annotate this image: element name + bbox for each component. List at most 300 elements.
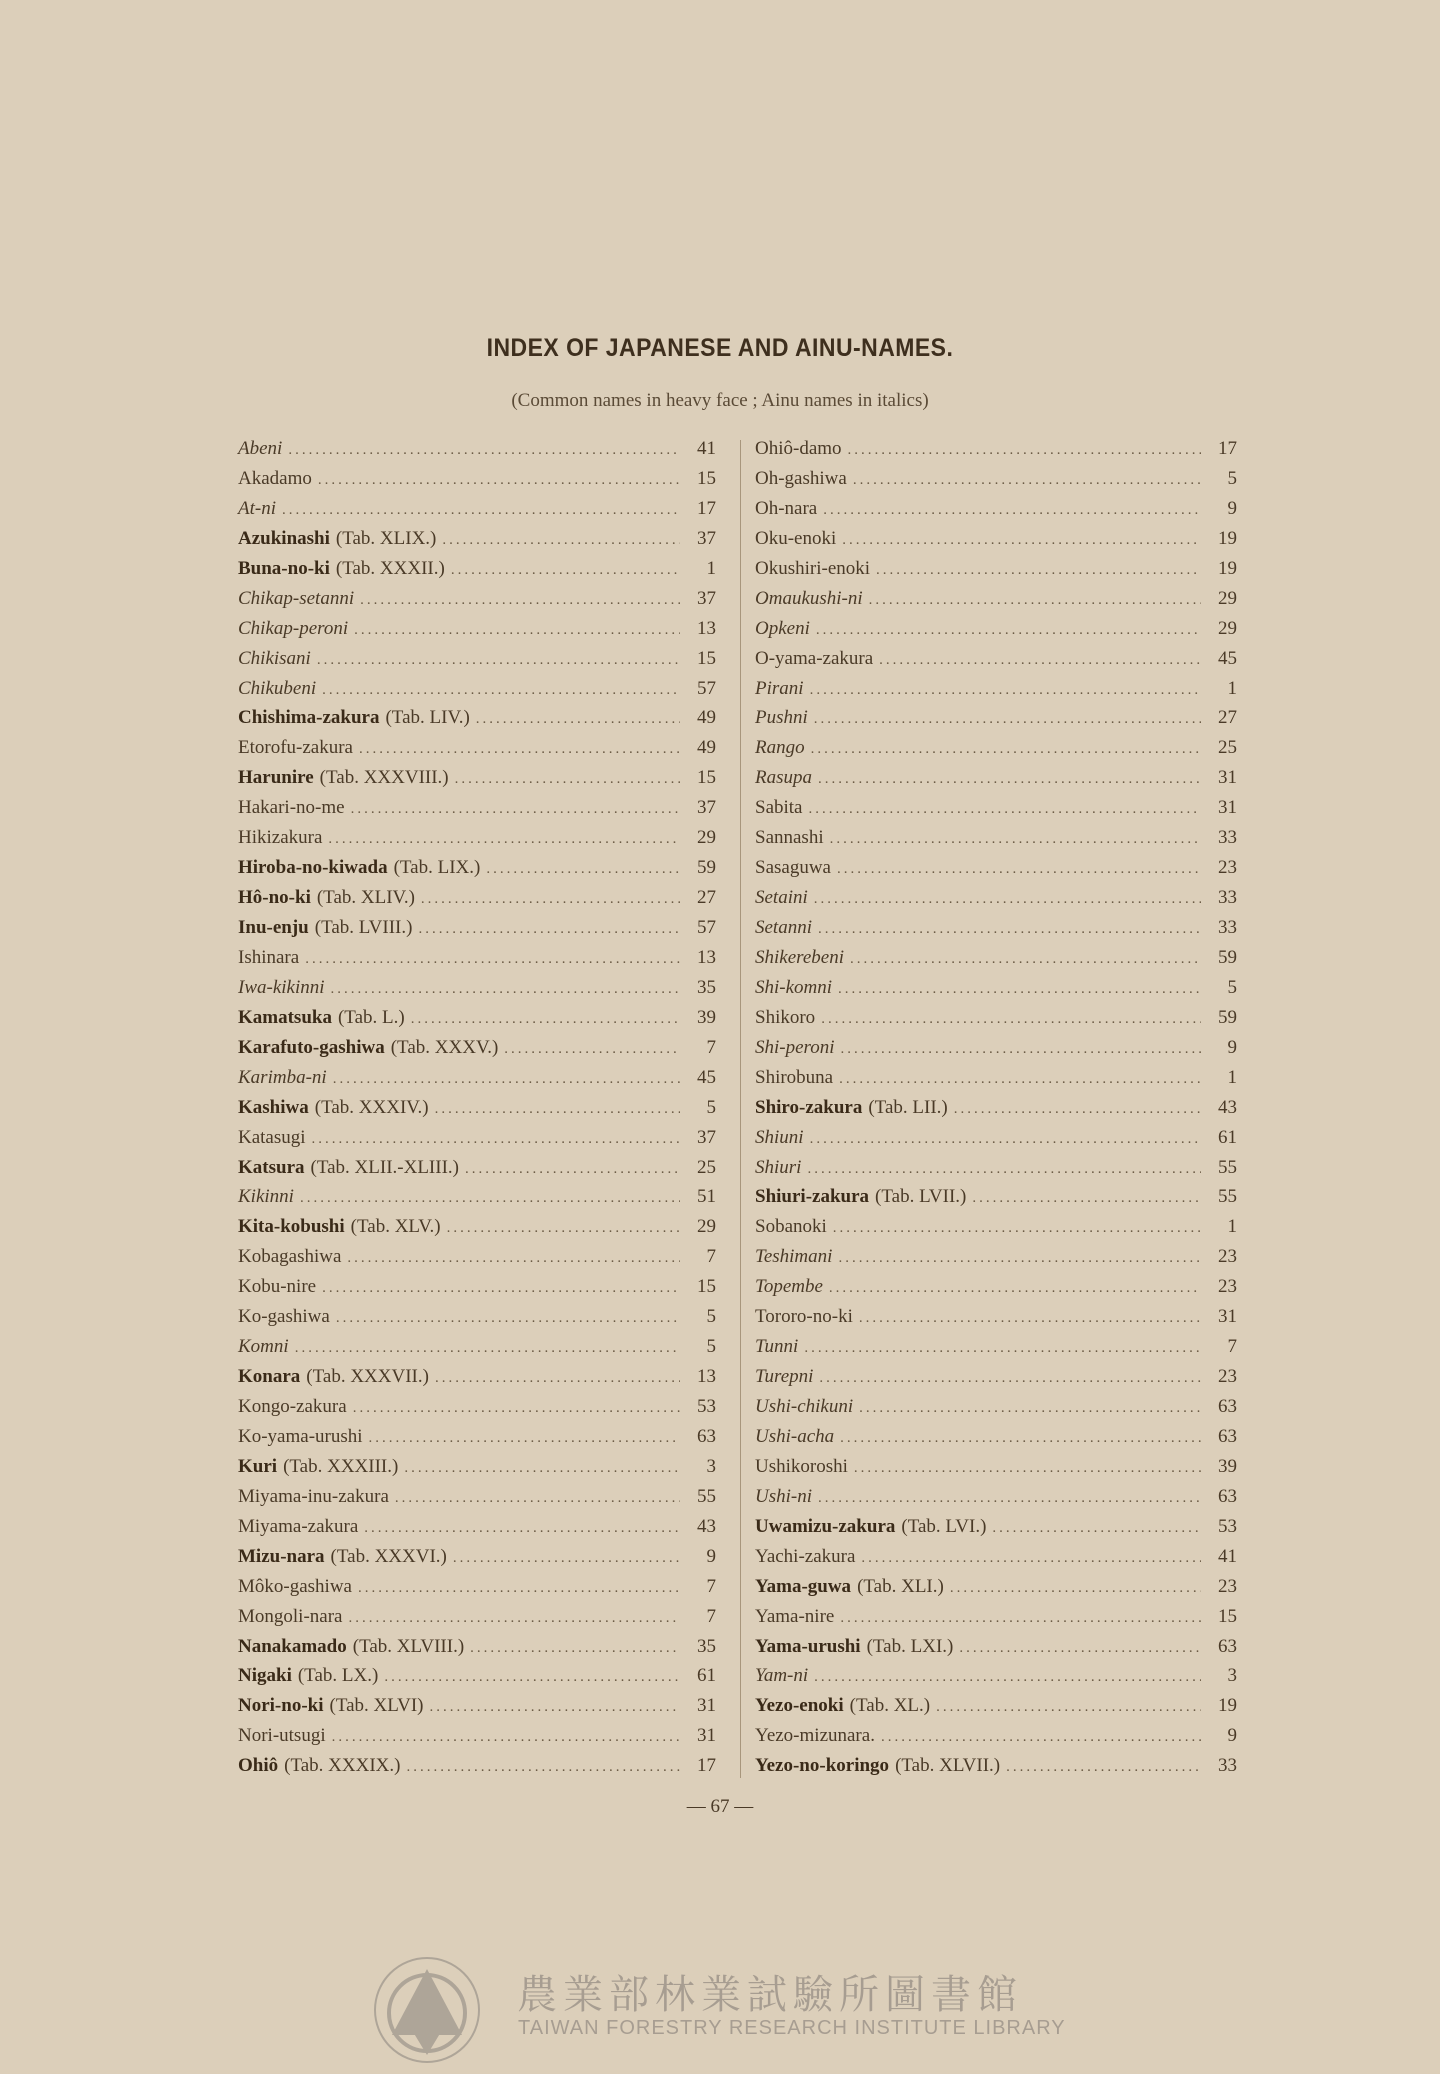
- entry-name: Kashiwa: [238, 1096, 309, 1118]
- entry-name: Okushiri-enoki: [755, 557, 871, 579]
- index-entry: [755, 1755, 1237, 1785]
- entry-name: Kamatsuka: [238, 1006, 332, 1028]
- entry-name: Ishinara: [238, 946, 300, 968]
- index-entry: [238, 977, 716, 1007]
- entry-page: 7: [1227, 1336, 1237, 1358]
- entry-name: Karimba-ni: [238, 1066, 327, 1088]
- index-entry: [755, 707, 1237, 737]
- index-entry: [238, 1396, 716, 1426]
- dot-leader: [804, 1340, 1201, 1357]
- dot-leader: [838, 1250, 1201, 1267]
- dot-leader: [840, 1610, 1201, 1627]
- dot-leader: [295, 1340, 680, 1357]
- dot-leader: [850, 951, 1201, 968]
- dot-leader: [447, 1220, 680, 1237]
- entry-page: 9: [1227, 497, 1237, 519]
- entry-page: 1: [1227, 1066, 1237, 1088]
- entry-plate-ref: (Tab. LVII.): [875, 1186, 967, 1208]
- entry-name: Yama-nire: [755, 1605, 835, 1627]
- entry-name: Oku-enoki: [755, 527, 837, 549]
- dot-leader: [816, 622, 1201, 639]
- entry-plate-ref: (Tab. XLI.): [857, 1575, 944, 1597]
- entry-page: 23: [1218, 1276, 1237, 1298]
- entry-page: 31: [1218, 797, 1237, 819]
- index-entry: [238, 1755, 716, 1785]
- entry-name: Ohiô: [238, 1755, 279, 1777]
- entry-plate-ref: (Tab. XXXVIII.): [319, 767, 449, 789]
- index-entry: [755, 1336, 1237, 1366]
- index-entry: [238, 947, 716, 977]
- entry-name: Chikisani: [238, 647, 311, 669]
- dot-leader: [842, 532, 1201, 549]
- dot-leader: [838, 981, 1201, 998]
- entry-name: Sannashi: [755, 827, 824, 849]
- index-entry: [755, 857, 1237, 887]
- dot-leader: [841, 1041, 1201, 1058]
- entry-page: 3: [706, 1455, 716, 1477]
- entry-page: 7: [706, 1605, 716, 1627]
- entry-name: Yezo-no-koringo: [755, 1755, 890, 1777]
- dot-leader: [354, 622, 680, 639]
- entry-page: 5: [1227, 976, 1237, 998]
- index-entry: [238, 857, 716, 887]
- index-entry: [238, 887, 716, 917]
- entry-name: Tororo-no-ki: [755, 1306, 853, 1328]
- entry-name: Ushikoroshi: [755, 1455, 848, 1477]
- entry-page: 29: [697, 827, 716, 849]
- dot-leader: [465, 1161, 680, 1178]
- entry-name: Ushi-ni: [755, 1485, 812, 1507]
- index-entry: [238, 767, 716, 797]
- entry-page: 5: [1227, 467, 1237, 489]
- entry-plate-ref: (Tab. XLIV.): [316, 887, 415, 909]
- entry-plate-ref: (Tab. XXXII.): [335, 557, 445, 579]
- entry-plate-ref: (Tab. LX.): [297, 1665, 379, 1687]
- entry-name: Shirobuna: [755, 1066, 834, 1088]
- entry-name: Mizu-nara: [238, 1545, 325, 1567]
- index-entry: [755, 1186, 1237, 1216]
- dot-leader: [486, 861, 680, 878]
- entry-page: 3: [1227, 1665, 1237, 1687]
- dot-leader: [288, 442, 680, 459]
- dot-leader: [470, 1640, 680, 1657]
- entry-page: 23: [1218, 1366, 1237, 1388]
- index-entry: [238, 588, 716, 618]
- entry-page: 27: [697, 887, 716, 909]
- entry-page: 33: [1218, 1755, 1237, 1777]
- entry-name: Hô-no-ki: [238, 887, 311, 909]
- entry-page: 1: [1227, 1216, 1237, 1238]
- dot-leader: [869, 592, 1201, 609]
- entry-name: Chikubeni: [238, 677, 317, 699]
- dot-leader: [451, 562, 680, 579]
- entry-page: 61: [1218, 1126, 1237, 1148]
- entry-page: 53: [697, 1396, 716, 1417]
- index-entry: [238, 648, 716, 678]
- entry-name: Hakari-no-me: [238, 797, 345, 819]
- entry-page: 31: [697, 1695, 716, 1717]
- entry-name: Yama-urushi: [755, 1635, 861, 1657]
- entry-page: 45: [697, 1066, 716, 1088]
- index-entry: [755, 1546, 1237, 1576]
- entry-name: Môko-gashiwa: [238, 1575, 352, 1597]
- dot-leader: [305, 951, 680, 968]
- dot-leader: [318, 472, 680, 489]
- entry-name: Shi-komni: [755, 976, 833, 998]
- dot-leader: [300, 1190, 680, 1207]
- index-entry: [755, 1097, 1237, 1127]
- index-entry: [238, 1067, 716, 1097]
- dot-leader: [328, 831, 680, 848]
- entry-plate-ref: (Tab. LXI.): [866, 1635, 954, 1657]
- dot-leader: [435, 1370, 680, 1387]
- dot-leader: [348, 1610, 680, 1627]
- index-entry: [238, 1306, 716, 1336]
- entry-name: Inu-enju: [238, 917, 309, 938]
- dot-leader: [353, 1400, 680, 1417]
- entry-plate-ref: (Tab. XLVIII.): [352, 1635, 465, 1657]
- library-seal-icon: [372, 1955, 482, 2065]
- entry-page: 63: [1218, 1396, 1237, 1417]
- index-entry: [755, 1665, 1237, 1695]
- entry-page: 55: [1218, 1156, 1237, 1178]
- dot-leader: [810, 682, 1201, 699]
- entry-page: 9: [1227, 1036, 1237, 1058]
- entry-name: Shi-peroni: [755, 1036, 835, 1058]
- entry-page: 9: [706, 1545, 716, 1567]
- index-entry: [238, 1007, 716, 1037]
- dot-leader: [859, 1400, 1201, 1417]
- entry-page: 23: [1218, 1575, 1237, 1597]
- entry-page: 7: [706, 1036, 716, 1058]
- index-entry: [755, 1127, 1237, 1157]
- entry-page: 39: [697, 1006, 716, 1028]
- entry-name: Pushni: [755, 707, 808, 729]
- index-entry: [755, 917, 1237, 947]
- index-entry: [755, 947, 1237, 977]
- index-entry: [238, 1216, 716, 1246]
- entry-plate-ref: (Tab. LVI.): [901, 1515, 987, 1537]
- index-entry: [238, 707, 716, 737]
- dot-leader: [809, 801, 1202, 818]
- index-entry: [755, 767, 1237, 797]
- dot-leader: [421, 891, 680, 908]
- entry-page: 9: [1227, 1725, 1237, 1747]
- dot-leader: [322, 1280, 680, 1297]
- entry-name: Tunni: [755, 1336, 799, 1358]
- entry-page: 33: [1218, 917, 1237, 938]
- entry-page: 25: [697, 1156, 716, 1178]
- index-entry: [755, 1157, 1237, 1187]
- entry-page: 5: [706, 1336, 716, 1358]
- entry-name: Miyama-zakura: [238, 1515, 359, 1537]
- entry-page: 59: [1218, 1006, 1237, 1028]
- index-entry: [238, 438, 716, 468]
- index-entry: [755, 1486, 1237, 1516]
- entry-page: 33: [1218, 887, 1237, 909]
- entry-page: 17: [1218, 438, 1237, 459]
- dot-leader: [848, 442, 1201, 459]
- entry-plate-ref: (Tab. XLVII.): [895, 1755, 1001, 1777]
- entry-name: Teshimani: [755, 1246, 833, 1268]
- index-entry: [755, 468, 1237, 498]
- dot-leader: [954, 1101, 1201, 1118]
- dot-leader: [972, 1190, 1201, 1207]
- entry-name: Sabita: [755, 797, 803, 819]
- entry-name: Chishima-zakura: [238, 707, 380, 729]
- index-entry: [755, 1037, 1237, 1067]
- column-divider: [740, 440, 741, 1778]
- entry-name: Oh-nara: [755, 497, 818, 519]
- index-entry: [238, 1456, 716, 1486]
- entry-plate-ref: (Tab. LII.): [868, 1096, 948, 1118]
- index-entry: [238, 618, 716, 648]
- dot-leader: [1006, 1759, 1201, 1776]
- dot-leader: [879, 652, 1201, 669]
- entry-name: Ohiô-damo: [755, 438, 842, 459]
- dot-leader: [369, 1430, 680, 1447]
- dot-leader: [442, 532, 680, 549]
- dot-leader: [936, 1699, 1201, 1716]
- page-number: — 67 —: [686, 1796, 754, 1817]
- entry-page: 15: [697, 647, 716, 669]
- index-entry: [238, 1665, 716, 1695]
- entry-name: Katasugi: [238, 1126, 306, 1148]
- index-entry: [238, 1606, 716, 1636]
- entry-name: Omaukushi-ni: [755, 587, 863, 609]
- index-entry: [238, 737, 716, 767]
- index-entry: [755, 1725, 1237, 1755]
- index-entry: [238, 1546, 716, 1576]
- watermark-chinese: 農業部林業試驗所圖書館: [517, 1972, 1023, 2018]
- dot-leader: [840, 1430, 1201, 1447]
- dot-leader: [359, 741, 680, 758]
- dot-leader: [819, 1370, 1201, 1387]
- entry-name: Kita-kobushi: [238, 1216, 345, 1238]
- entry-page: 23: [1218, 1246, 1237, 1268]
- entry-name: Setaini: [755, 887, 808, 909]
- index-entry: [755, 1306, 1237, 1336]
- index-entry: [238, 1636, 716, 1666]
- dot-leader: [312, 1131, 680, 1148]
- entry-name: Sasaguwa: [755, 857, 831, 879]
- index-entry: [238, 1576, 716, 1606]
- entry-plate-ref: (Tab. LIV.): [385, 707, 470, 729]
- entry-name: Kuri: [238, 1455, 278, 1477]
- entry-page: 61: [697, 1665, 716, 1687]
- entry-plate-ref: (Tab. XLIX.): [335, 527, 437, 549]
- index-entry: [755, 797, 1237, 827]
- dot-leader: [811, 741, 1201, 758]
- index-entry: [238, 1127, 716, 1157]
- dot-leader: [404, 1460, 680, 1477]
- index-entry: [238, 1516, 716, 1546]
- dot-leader: [476, 711, 680, 728]
- dot-leader: [364, 1520, 680, 1537]
- entry-plate-ref: (Tab. XXXVI.): [330, 1545, 447, 1567]
- index-entry: [755, 1426, 1237, 1456]
- entry-name: Turepni: [755, 1366, 814, 1388]
- entry-plate-ref: (Tab. LVIII.): [314, 917, 413, 938]
- dot-leader: [814, 711, 1201, 728]
- entry-page: 15: [697, 1276, 716, 1298]
- entry-name: Katsura: [238, 1156, 305, 1178]
- entry-name: Kikinni: [238, 1186, 294, 1208]
- dot-leader: [881, 1729, 1201, 1746]
- entry-name: Yezo-mizunara.: [755, 1725, 875, 1747]
- entry-page: 31: [697, 1725, 716, 1747]
- entry-plate-ref: (Tab. XXXIII.): [283, 1455, 399, 1477]
- entry-page: 55: [697, 1485, 716, 1507]
- entry-page: 13: [697, 1366, 716, 1388]
- entry-page: 1: [1227, 677, 1237, 699]
- entry-name: Abeni: [238, 438, 283, 459]
- entry-plate-ref: (Tab. L.): [337, 1006, 405, 1028]
- entry-plate-ref: (Tab. XXXIX.): [284, 1755, 401, 1777]
- entry-name: Setanni: [755, 917, 812, 938]
- entry-page: 29: [697, 1216, 716, 1238]
- entry-name: Yam-ni: [755, 1665, 809, 1687]
- index-entry: [755, 827, 1237, 857]
- index-entry: [238, 528, 716, 558]
- entry-page: 29: [1218, 617, 1237, 639]
- index-entry: [755, 1246, 1237, 1276]
- entry-name: Ko-yama-urushi: [238, 1425, 363, 1447]
- entry-page: 25: [1218, 737, 1237, 759]
- dot-leader: [435, 1101, 680, 1118]
- dot-leader: [837, 861, 1201, 878]
- entry-name: Yezo-enoki: [755, 1695, 844, 1717]
- index-entry: [755, 1456, 1237, 1486]
- index-entry: [755, 528, 1237, 558]
- entry-page: 45: [1218, 647, 1237, 669]
- index-entry: [755, 1396, 1237, 1426]
- index-entry: [755, 887, 1237, 917]
- entry-page: 5: [706, 1096, 716, 1118]
- dot-leader: [833, 1220, 1201, 1237]
- entry-page: 19: [1218, 557, 1237, 579]
- entry-plate-ref: (Tab. XLII.-XLIII.): [310, 1156, 459, 1178]
- entry-name: Yachi-zakura: [755, 1545, 856, 1567]
- dot-leader: [876, 562, 1201, 579]
- dot-leader: [861, 1550, 1201, 1567]
- entry-page: 7: [706, 1246, 716, 1268]
- index-entry: [755, 1366, 1237, 1396]
- dot-leader: [418, 921, 680, 938]
- entry-plate-ref: (Tab. XXXV.): [390, 1036, 499, 1058]
- dot-leader: [332, 1729, 680, 1746]
- index-entry: [238, 1157, 716, 1187]
- entry-name: Miyama-inu-zakura: [238, 1485, 389, 1507]
- entry-page: 33: [1218, 827, 1237, 849]
- index-entry: [238, 1097, 716, 1127]
- entry-name: Chikap-peroni: [238, 617, 349, 639]
- entry-plate-ref: (Tab. XL.): [849, 1695, 931, 1717]
- entry-plate-ref: (Tab. XLV.): [350, 1216, 441, 1238]
- page-subtitle: (Common names in heavy face ; Ainu names in italics): [511, 390, 929, 411]
- index-entry: [238, 1276, 716, 1306]
- entry-page: 19: [1218, 1695, 1237, 1717]
- index-entry: [238, 1336, 716, 1366]
- dot-leader: [455, 771, 680, 788]
- entry-name: Rango: [755, 737, 805, 759]
- dot-leader: [830, 831, 1201, 848]
- dot-leader: [504, 1041, 680, 1058]
- dot-leader: [336, 1310, 680, 1327]
- index-entry: [755, 648, 1237, 678]
- dot-leader: [406, 1759, 680, 1776]
- index-entry: [755, 1516, 1237, 1546]
- entry-page: 59: [1218, 946, 1237, 968]
- dot-leader: [430, 1699, 681, 1716]
- entry-page: 17: [697, 1755, 716, 1777]
- entry-name: Shiro-zakura: [755, 1096, 863, 1118]
- index-entry: [755, 678, 1237, 708]
- index-column-right: [755, 438, 1237, 1785]
- entry-page: 5: [706, 1306, 716, 1328]
- index-entry: [755, 1216, 1237, 1246]
- entry-page: 13: [697, 946, 716, 968]
- dot-leader: [395, 1490, 680, 1507]
- entry-page: 63: [697, 1425, 716, 1447]
- entry-page: 49: [697, 707, 716, 729]
- dot-leader: [818, 771, 1201, 788]
- index-entry: [755, 1576, 1237, 1606]
- entry-name: Shikoro: [755, 1006, 816, 1028]
- index-entry: [238, 917, 716, 947]
- entry-page: 57: [697, 917, 716, 938]
- entry-name: Chikap-setanni: [238, 587, 355, 609]
- entry-name: O-yama-zakura: [755, 647, 874, 669]
- page-title: INDEX OF JAPANESE AND AINU-NAMES.: [486, 334, 954, 362]
- index-entry: [755, 1276, 1237, 1306]
- dot-leader: [950, 1580, 1201, 1597]
- entry-plate-ref: (Tab. LIX.): [393, 857, 481, 879]
- entry-name: Azukinashi: [238, 527, 330, 549]
- dot-leader: [317, 652, 680, 669]
- entry-page: 31: [1218, 767, 1237, 789]
- entry-page: 15: [697, 467, 716, 489]
- dot-leader: [959, 1640, 1201, 1657]
- entry-page: 41: [1218, 1545, 1237, 1567]
- index-entry: [755, 1067, 1237, 1097]
- entry-name: Iwa-kikinni: [238, 976, 325, 998]
- entry-name: Oh-gashiwa: [755, 467, 847, 489]
- entry-page: 23: [1218, 857, 1237, 879]
- entry-name: Karafuto-gashiwa: [238, 1036, 385, 1058]
- entry-page: 53: [1218, 1515, 1237, 1537]
- dot-leader: [322, 682, 680, 699]
- index-entry: [238, 1186, 716, 1216]
- entry-page: 15: [1218, 1605, 1237, 1627]
- entry-page: 37: [697, 527, 716, 549]
- dot-leader: [411, 1011, 680, 1028]
- entry-page: 41: [697, 438, 716, 459]
- dot-leader: [333, 1071, 680, 1088]
- index-entry: [755, 498, 1237, 528]
- entry-page: 57: [697, 677, 716, 699]
- entry-name: Ko-gashiwa: [238, 1306, 330, 1328]
- entry-name: Topembe: [755, 1276, 823, 1298]
- entry-page: 51: [697, 1186, 716, 1208]
- dot-leader: [823, 502, 1201, 519]
- index-entry: [755, 1695, 1237, 1725]
- dot-leader: [853, 472, 1201, 489]
- dot-leader: [814, 1669, 1201, 1686]
- entry-name: At-ni: [238, 497, 276, 519]
- dot-leader: [992, 1520, 1201, 1537]
- dot-leader: [839, 1071, 1201, 1088]
